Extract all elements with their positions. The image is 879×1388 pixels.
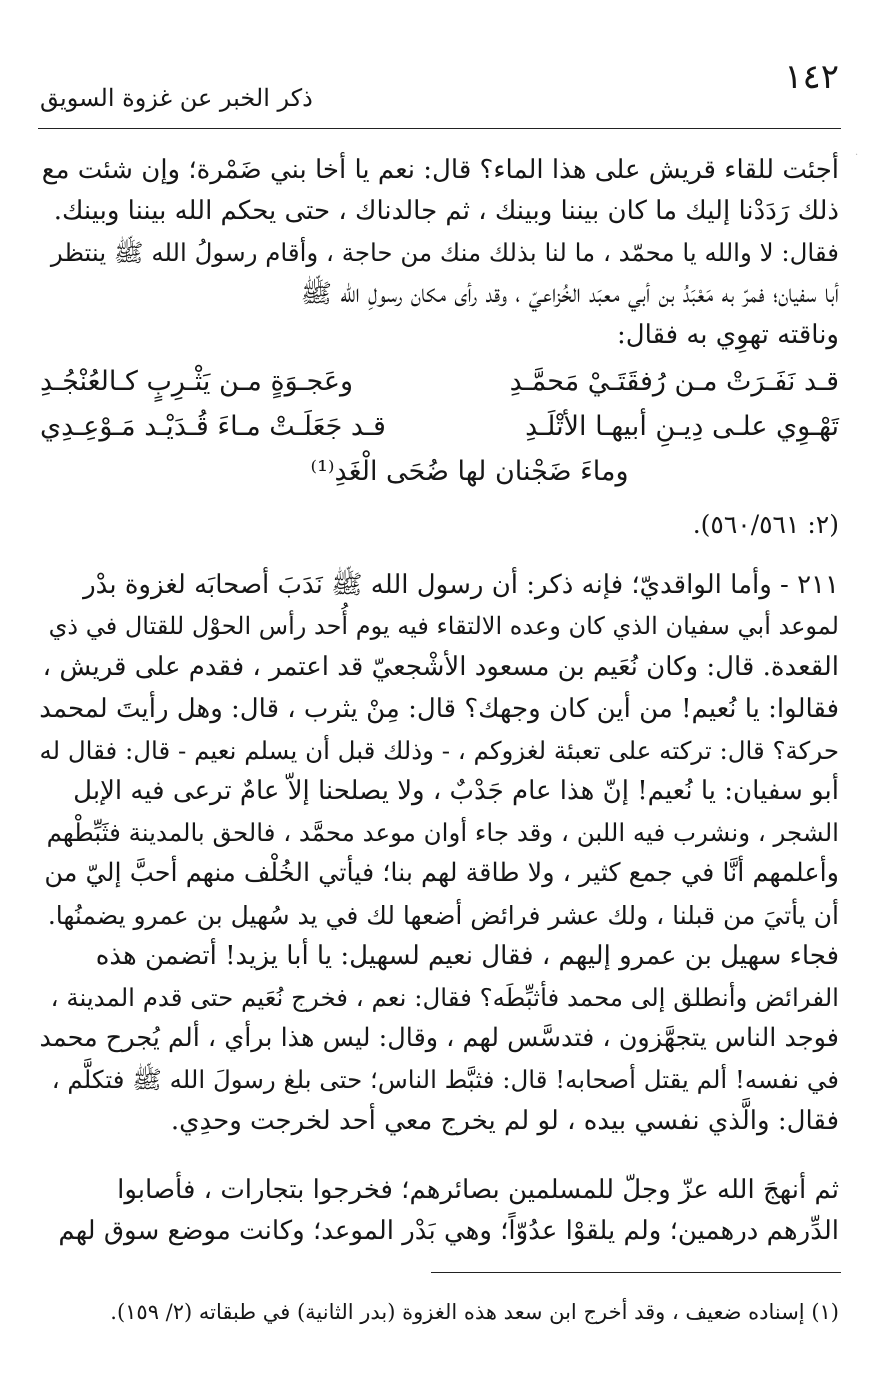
text-line: فوجد الناس يتجهَّزون ، فتدسَّس لهم ، وقال: ليس هذا برأي ، ألم يُجرح محمد: [39, 1023, 839, 1054]
running-title: ذكر الخبر عن غزوة السويق: [40, 84, 313, 112]
text-line: ذلك رَدَدْنا إليك ما كان بيننا وبينك ، ثم جالدناك ، حتى يحكم الله بيننا وبينك.: [53, 196, 839, 227]
verse-2-first-hemistich: تَهْـوِي علـى دِيـنِ أبيهـا الأتْلَـدِ: [525, 411, 839, 442]
text-line: القعدة. قال: وكان نُعَيم بن مسعود الأشْجعيّ قد اعتمر ، فقدم على قريش ،: [42, 652, 839, 683]
verse-1-second-hemistich: وعَجـوَةٍ مـن يَثْـرِبٍ كـالعُنْجُـدِ: [40, 366, 354, 397]
paragraph-1: [39, 150, 839, 356]
text-line: الفرائض وأنطلق إلى محمد فأثبِّطَه؟ فقال: نعم ، فخرج نُعَيم حتى قدم المدينة ،: [50, 983, 839, 1013]
verse-1-first-hemistich: قـد نَفَـرَتْ مـن رُفقَتَـيْ مَحمَّـدِ: [509, 366, 839, 397]
text-line: وأعلمهم أنَّا في جمع كثير ، ولا طاقة لهم بنا؛ فيأتي الخُلْف منهم أحبَّ إليّ من: [44, 858, 839, 889]
text-line: أبو سفيان: يا نُعيم! إنّ هذا عام جَدْبٌ ، ولا يصلحنا إلاّ عامٌ ترعى فيه الإبل: [73, 776, 839, 807]
text-line: لموعد أبي سفيان الذي كان وعده الالتقاء فيه يوم أُحد رأس الحوْل للقتال في ذي: [48, 612, 839, 641]
verse-3: وماءَ ضَجْنان لها ضُحَى الْغَدِ⁽¹⁾: [310, 456, 629, 487]
header-rule: [38, 128, 841, 129]
text-line: ثم أنهجَ الله عزّ وجلّ للمسلمين بصائرهم؛ فخرجوا بتجارات ، فأصابوا: [117, 1175, 839, 1205]
text-line: ٢١١ - وأما الواقديّ؛ فإنه ذكر: أن رسول الله ﷺ نَدَبَ أصحابَه لغزوة بدْر: [83, 570, 839, 600]
text-line: فقال: والَّذي نفسي بيده ، لو لم يخرج معي أحد لخرجت وحدِي.: [170, 1105, 839, 1136]
verse-2-second-hemistich: قـد جَعَلَـتْ مـاءَ قُـدَيْـد مَـوْعِـدِي: [40, 411, 386, 442]
text-line: أجئت للقاء قريش على هذا الماء؟ قال: نعم يا أخا بني ضَمْرة؛ وإن شئت مع: [41, 155, 839, 185]
text-line: في نفسه! ألم يقتل أصحابه! قال: فثبَّط الناس؛ حتى بلغ رسولَ الله ﷺ فتكلَّم ،: [51, 1065, 839, 1095]
paragraph-3: [39, 1170, 839, 1252]
text-line: أبا سفيان؛ فمرّ به مَعْبَدُ بن أبي معبَد الخُزاعيّ ، وقد رأى مكان رسولِ الله ﷺ: [300, 278, 839, 309]
footnote: (١) إسناده ضعيف ، وقد أخرج ابن سعد هذه الغزوة (بدر الثانية) في طبقاته (٢/ ١٥٩).: [110, 1300, 839, 1324]
source-citation: (٢: ٥٦٠/٥٦١).: [692, 510, 839, 539]
paragraph-2: [39, 565, 839, 1142]
margin-mark: ·: [855, 150, 859, 161]
text-line: أن يأتيَ من قبلنا ، ولك عشر فرائض أضعها لك في يد سُهيل بن عمرو يضمنُها.: [47, 900, 839, 930]
text-line: فقالوا: يا نُعيم! من أين كان وجهك؟ قال: مِنْ يثرب ، قال: وهل رأيتَ لمحمد: [39, 693, 839, 724]
text-line: وناقته تهوِي به فقال:: [616, 319, 839, 350]
footnote-rule: [431, 1272, 841, 1273]
text-line: فقال: لا والله يا محمّد ، ما لنا بذلك منك من حاجة ، وأقام رسولُ الله ﷺ ينتظر: [50, 238, 839, 268]
text-line: الشجر ، ونشرب فيه اللبن ، وقد جاء أوان موعد محمَّد ، فالحق بالمدينة فثَبِّطْهم: [46, 818, 839, 848]
text-line: فجاء سهيل بن عمرو إليهم ، فقال نعيم لسهيل: يا أبا يزيد! أتضمن هذه: [95, 940, 839, 971]
page-number: ١٤٢: [784, 57, 839, 97]
text-line: حركة؟ قال: تركته على تعبئة لغزوكم ، - وذلك قبل أن يسلم نعيم - قال: فقال له: [39, 735, 839, 765]
text-line: الدِّرهم درهمين؛ ولم يلقوْا عدُوّاً؛ وهي بَدْر الموعد؛ وكانت موضع سوق لهم: [58, 1216, 839, 1247]
